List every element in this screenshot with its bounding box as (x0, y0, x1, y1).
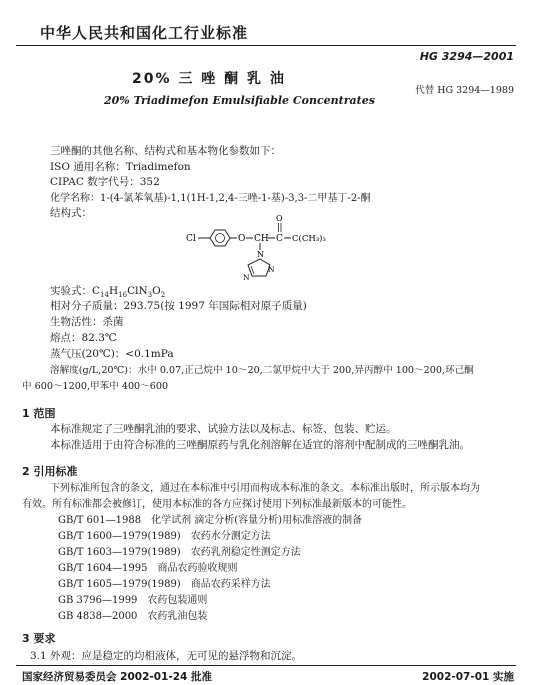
reference-title: 商品农药采样方法 (190, 579, 271, 590)
empirical-formula (50, 283, 165, 299)
vapor-pressure: 蒸气压(20℃)：<0.1mPa (50, 348, 174, 360)
cipac-code: CIPAC 数字代号：352 (50, 176, 160, 188)
triazole-n1: N (257, 250, 264, 259)
reference-standard (58, 591, 207, 606)
section-1-paragraph-1: 本标准规定了三唑酮乳油的要求、试验方法以及标志、标签、包装、贮运。 (50, 423, 397, 435)
chemical-name: 化学名称：1-(4-氯苯氧基)-1,1(1H-1,2,4-三唑-1-基)-3,3-二甲基丁-2-酮 (50, 193, 371, 204)
reference-title: 农药乳油包装 (147, 611, 208, 622)
reference-standard (58, 543, 301, 558)
formula-n-count: 3 (147, 291, 153, 300)
footer-rule (16, 665, 516, 666)
formula-cln: ClN (127, 285, 148, 297)
document-title-en: 20% Triadimefon Emulsifiable Concentrates (104, 94, 375, 107)
section-2-paragraph-b: 有效。所有标准都会被修订，使用本标准的各方应探讨使用下列标准最新版本的可能性。 (22, 499, 412, 510)
section-3-1-appearance: 3.1 外观：应是稳定的均相液体，无可见的悬浮物和沉淀。 (30, 650, 303, 662)
reference-code: GB/T 1603—1979(1989) (58, 547, 181, 558)
section-3-title: 3 要求 (22, 632, 56, 645)
implementation-date: 2002-07-01 实施 (422, 671, 514, 683)
reference-code: GB/T 1605—1979(1989) (58, 579, 181, 590)
formula-h-count: 16 (118, 291, 128, 300)
reference-code: GB 4838—2000 (58, 611, 138, 622)
structure-label: 结构式： (50, 207, 92, 219)
section-1-paragraph-2: 本标准适用于由符合标准的三唑酮原药与乳化剂溶解在适宜的溶剂中配制成的三唑酮乳油。 (50, 439, 470, 451)
standard-code: HG 3294—2001 (419, 50, 514, 63)
formula-label: 实验式： (50, 285, 92, 297)
replaces-note: 代替 HG 3294—1989 (415, 85, 514, 96)
formula-o: O (152, 285, 161, 297)
formula-o-count: 2 (160, 291, 166, 300)
formula-h: H (108, 285, 119, 297)
structural-formula (180, 212, 510, 282)
carbonyl-oxygen: O (276, 214, 283, 223)
reference-title: 商品农药验收规则 (157, 563, 238, 574)
reference-title: 化学试剂 滴定分析(容量分析)用标准溶液的制备 (151, 515, 363, 526)
section-1-title: 1 范围 (22, 407, 56, 420)
reference-standard (58, 559, 237, 574)
national-standard-title: 中华人民共和国化工行业标准 (40, 24, 249, 42)
reference-title: 农药乳剂稳定性测定方法 (190, 547, 301, 558)
molecular-mass: 相对分子质量：293.75(按 1997 年国际相对原子质量) (50, 300, 307, 312)
formula-c: C (92, 285, 101, 297)
biological-activity: 生物活性：杀菌 (50, 316, 124, 328)
reference-code: GB/T 1604—1995 (58, 563, 148, 574)
section-2-paragraph-a: 下列标准所包含的条文，通过在本标准中引用而构成本标准的条文。本标准出版时，所示版本均为 (50, 483, 480, 494)
solubility-line-1: 溶解度(g/L,20℃)：水中 0.07,正己烷中 10～20,二氯甲烷中大于 200,异丙醇中 100～200,环己酮 (50, 365, 474, 376)
reference-standard (58, 575, 271, 590)
iso-name: ISO 通用名称：Triadimefon (50, 161, 191, 173)
triazole-double-bond (251, 266, 254, 274)
tert-butyl-group: C(CH₃)₃ (292, 234, 326, 244)
solubility-line-2: 中 600～1200,甲苯中 400～600 (22, 381, 169, 392)
header-rule (16, 45, 516, 46)
reference-standard (58, 527, 271, 542)
triazole-n3: N (243, 273, 250, 282)
benzene-ring-circle (216, 234, 225, 243)
reference-code: GB 3796—1999 (58, 595, 138, 606)
reference-standard (58, 511, 362, 526)
approval-date: 国家经济贸易委员会 2002-01-24 批准 (22, 671, 212, 683)
melting-point: 熔点：82.3℃ (50, 332, 117, 344)
reference-standard (58, 607, 207, 622)
document-title-cn: 20% 三 唑 酮 乳 油 (132, 71, 286, 87)
section-2-title: 2 引用标准 (22, 465, 78, 478)
formula-c-count: 14 (100, 291, 109, 300)
benzene-ring (210, 230, 230, 246)
chlorine-atom: Cl (186, 234, 196, 244)
carbonyl-carbon: C (276, 234, 283, 244)
reference-title: 农药水分测定方法 (190, 531, 271, 542)
reference-code: GB/T 1600—1979(1989) (58, 531, 181, 542)
reference-code: GB/T 601—1988 (58, 515, 142, 526)
reference-title: 农药包装通则 (147, 595, 208, 606)
intro-lead: 三唑酮的其他名称、结构式和基本物化参数如下： (50, 145, 281, 157)
triazole-n2: N (268, 265, 275, 274)
methine-carbon: CH (254, 234, 269, 244)
ether-oxygen: O (238, 234, 246, 244)
